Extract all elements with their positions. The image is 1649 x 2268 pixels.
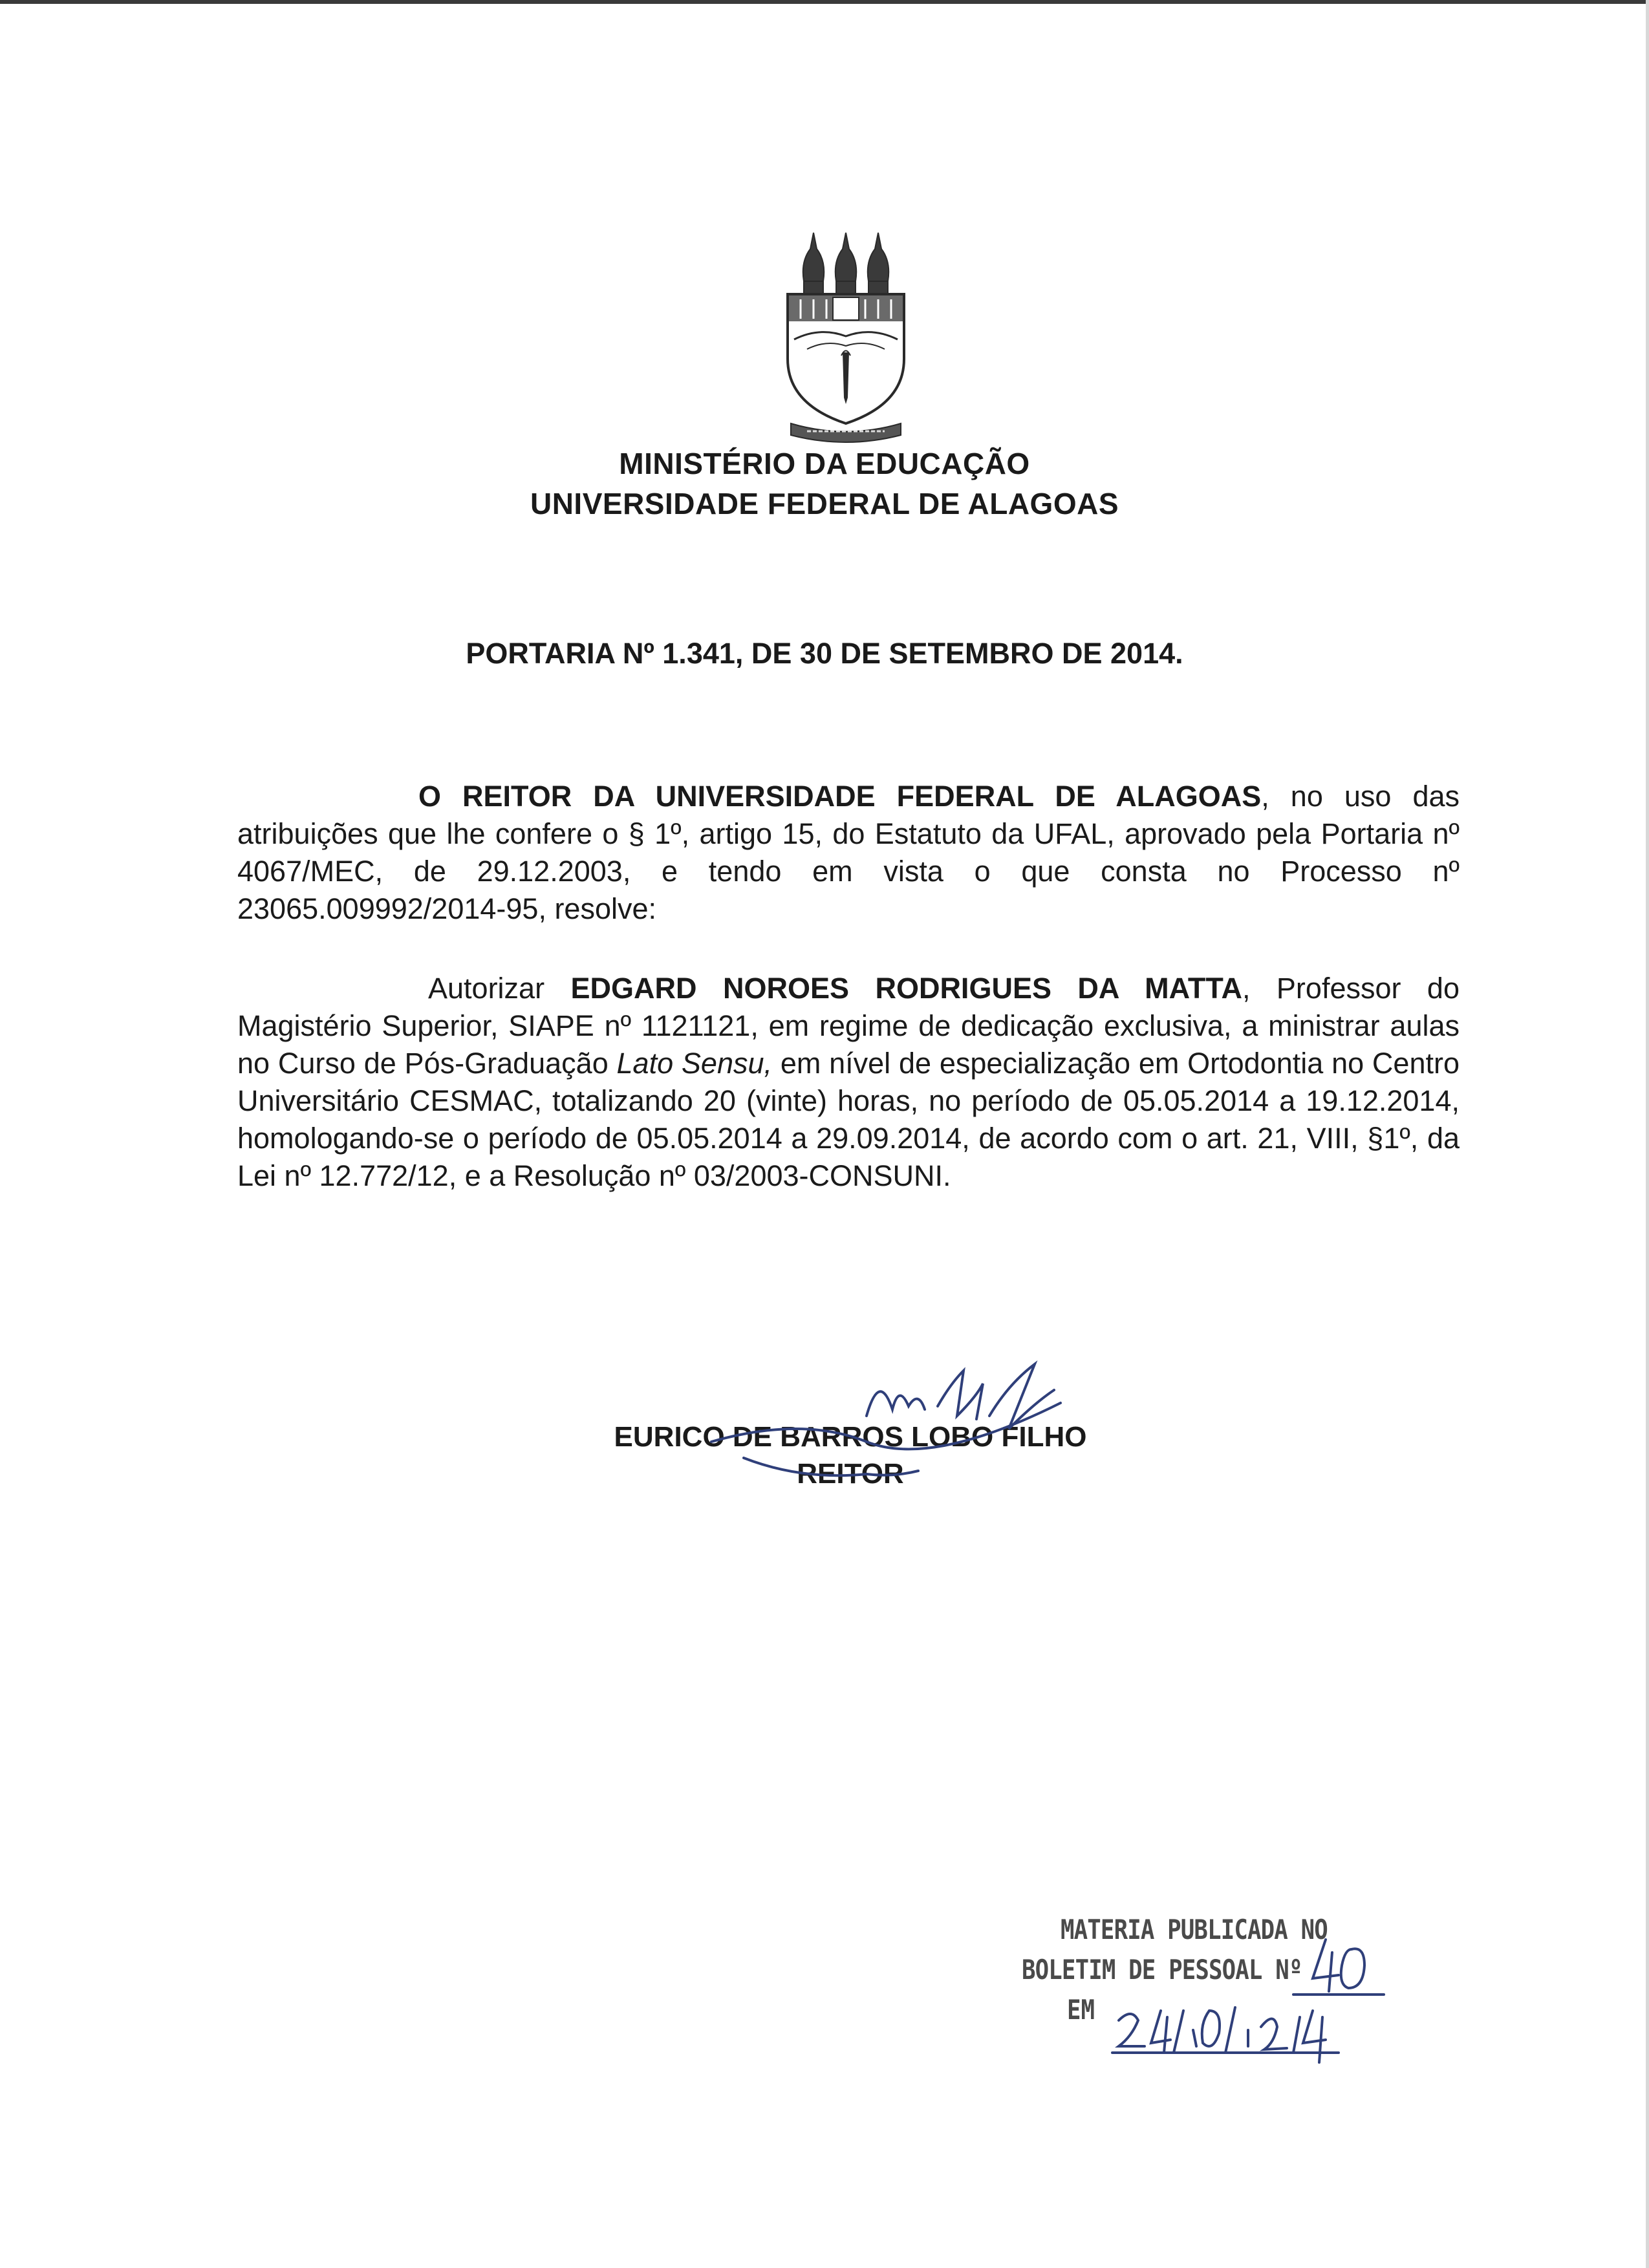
scan-edge-right: [1646, 0, 1649, 2268]
rector-heading: O REITOR DA UNIVERSIDADE FEDERAL DE ALAGOAS: [418, 780, 1262, 813]
professor-name: EDGARD NOROES RODRIGUES DA MATTA: [570, 972, 1242, 1005]
authorization-lead: Autorizar: [428, 972, 571, 1005]
signer-role: REITOR: [797, 1458, 904, 1490]
scan-edge-top: [0, 0, 1649, 4]
stamp-handwriting: [1015, 1914, 1390, 2082]
portaria-title: PORTARIA Nº 1.341, DE 30 DE SETEMBRO DE 2014.: [466, 637, 1183, 670]
university-title: UNIVERSIDADE FEDERAL DE ALAGOAS: [530, 487, 1119, 520]
lato-sensu: Lato Sensu,: [616, 1047, 773, 1080]
stamp-line-1: MATERIA PUBLICADA NO: [1061, 1914, 1328, 1945]
ministry-title: MINISTÉRIO DA EDUCAÇÃO: [619, 447, 1030, 480]
signer-name: EURICO DE BARROS LOBO FILHO: [614, 1421, 1087, 1453]
paragraph-preamble: [237, 778, 1460, 928]
authorization-text-1: , Professor do Magistério Superior, SIAPE nº 1121121, em regime de dedicação exclusiva, a ministrar aulas no Curso de Pós-Graduação: [237, 972, 1460, 1080]
stamp-line-2: BOLETIM DE PESSOAL Nº: [1022, 1954, 1302, 1985]
paragraph-authorization: [237, 970, 1460, 1195]
handwritten-signature-icon: [673, 1345, 1138, 1493]
preamble-text: , no uso das atribuições que lhe confere o § 1º, artigo 15, do Estatuto da UFAL, aprovado pela Portaria nº 4067/MEC, de 29.12.2003, e tendo em vista o que consta no Processo nº 23065.009992/2014-95, resolve:: [237, 780, 1460, 925]
authorization-text-2: em nível de especialização em Ortodontia no Centro Universitário CESMAC, totalizando 20 (vinte) horas, no período de 05.05.2014 a 19.12.2014, homologando-se o período de 05.05.2014 a 29.09.2014, de acordo com o art. 21, VIII, §1º, da Lei nº 12.772/12, e a Resolução nº 03/2003-CONSUNI.: [237, 1047, 1460, 1192]
stamp-line-3: EM: [1067, 1994, 1095, 2026]
ufal-crest-icon: [781, 230, 911, 443]
